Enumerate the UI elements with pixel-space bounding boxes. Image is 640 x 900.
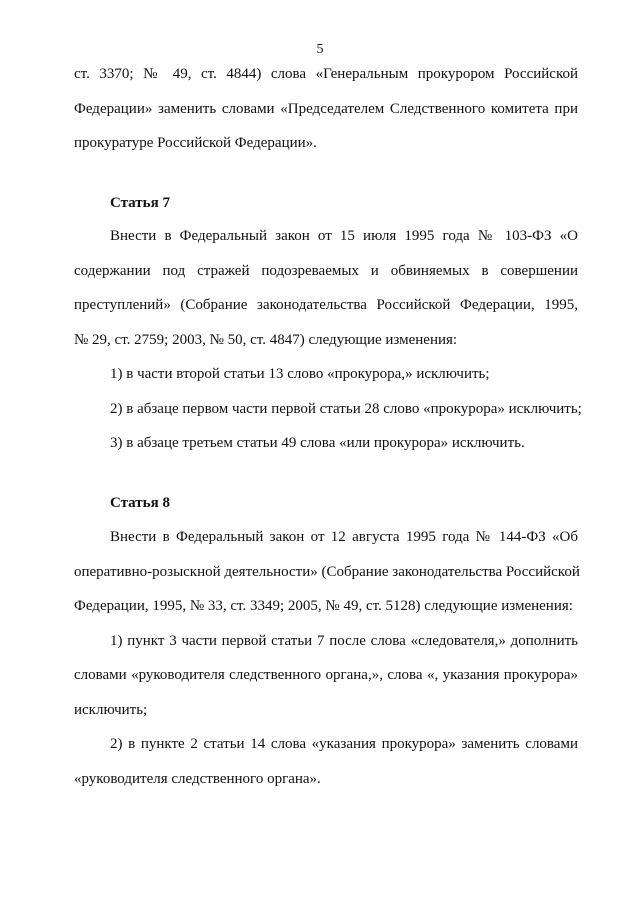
article-7-intro-line-4: № 29, ст. 2759; 2003, № 50, ст. 4847) следующие изменения: (74, 332, 458, 348)
article-8-item-2-line-2: «руководителя следственного органа». (74, 771, 321, 787)
article-8-item-1-line-2: словами «руководителя следственного органа,», слова «, указания прокурора» (74, 667, 578, 683)
article-7-item-3: 3) в абзаце третьем статьи 49 слова «или прокурора» исключить. (110, 435, 525, 451)
article-8-intro-line-1: Внести в Федеральный закон от 12 августа 1995 года № 144-ФЗ «Об (110, 529, 578, 545)
article-7-item-1: 1) в части второй статьи 13 слово «прокурора,» исключить; (110, 366, 490, 382)
article-8-intro-line-2: оперативно-розыскной деятельности» (Собрание законодательства Российской (74, 564, 580, 580)
article-7-heading: Статья 7 (110, 195, 170, 211)
article-8-heading: Статья 8 (110, 495, 170, 511)
article-7-intro-line-3: преступлений» (Собрание законодательства Российской Федерации, 1995, (74, 297, 578, 313)
article-8-item-2-line-1: 2) в пункте 2 статьи 14 слова «указания прокурора» заменить словами (110, 736, 578, 752)
article-7-intro-line-1: Внести в Федеральный закон от 15 июля 1995 года № 103-ФЗ «О (110, 228, 578, 244)
article-8-item-1-line-3: исключить; (74, 702, 148, 718)
article-8-item-1-line-1: 1) пункт 3 части первой статьи 7 после слова «следователя,» дополнить (110, 633, 578, 649)
intro-line-2: Федерации» заменить словами «Председателем Следственного комитета при (74, 101, 578, 117)
page-number: 5 (316, 42, 324, 57)
intro-line-3: прокуратуре Российской Федерации». (74, 135, 317, 151)
article-7-intro-line-2: содержании под стражей подозреваемых и обвиняемых в совершении (74, 263, 578, 279)
article-7-item-2: 2) в абзаце первом части первой статьи 28 слово «прокурора» исключить; (110, 401, 582, 417)
article-8-intro-line-3: Федерации, 1995, № 33, ст. 3349; 2005, № 49, ст. 5128) следующие изменения: (74, 598, 573, 614)
intro-line-1: ст. 3370; № 49, ст. 4844) слова «Генеральным прокурором Российской (74, 66, 578, 82)
